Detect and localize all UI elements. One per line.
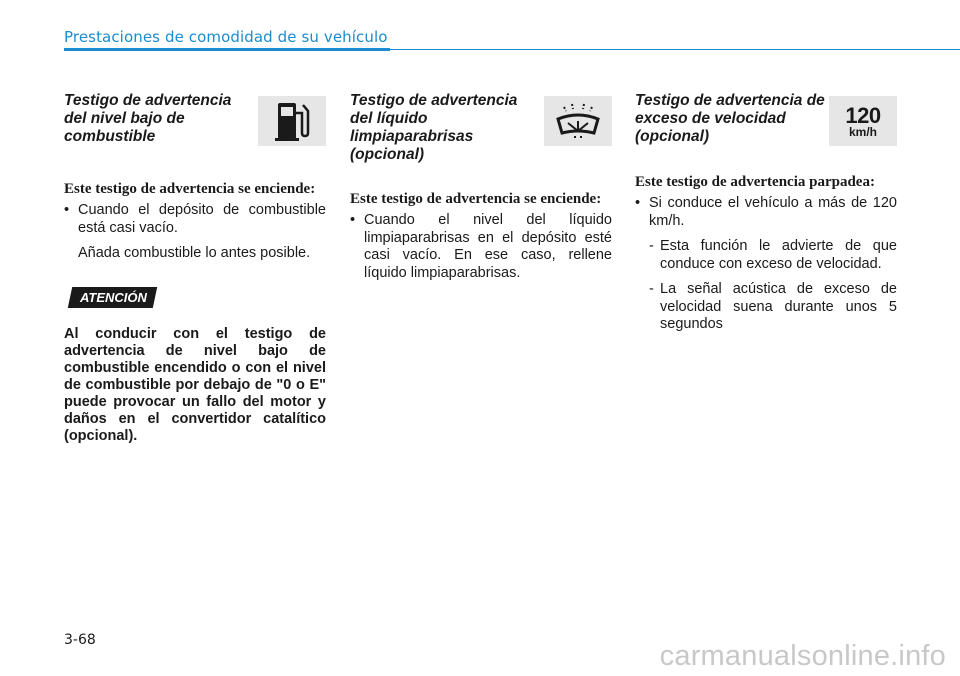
- washer-fluid-section: [350, 92, 612, 282]
- washer-fluid-heading: Testigo de advertencia del líquido limpiaparabrisas (opcional): [350, 92, 518, 163]
- notice-badge: [68, 287, 157, 308]
- page-header: [64, 28, 960, 52]
- overspeed-120-icon: [829, 96, 897, 146]
- speed-unit: km/h: [848, 124, 877, 139]
- notice-label: ATENCIÓN: [80, 289, 147, 305]
- fuel-warning-text: Al conducir con el testigo de advertencia de nivel bajo de combustible encendido o con el nivel de combustible por debajo de "0 o E" puede provocar un fallo del motor y daños en el convertidor catalítico (opcional).: [64, 325, 326, 444]
- fuel-warning-heading: Testigo de advertencia del nivel bajo de combustible: [64, 92, 232, 145]
- fuel-advice: Añada combustible lo antes posible.: [78, 245, 311, 261]
- overspeed-intro: Este testigo de advertencia parpadea:: [635, 174, 875, 190]
- overspeed-heading: Testigo de advertencia de exceso de velocidad (opcional): [635, 92, 825, 145]
- overspeed-section: [635, 92, 897, 334]
- fuel-intro: Este testigo de advertencia se enciende:: [64, 181, 316, 197]
- header-rule-thin: [390, 49, 960, 50]
- washer-bullet: • Cuando el nivel del líquido limpiaparabrisas en el depósito esté casi vacío. En ese caso, rellene líquido limpiaparabrisas.: [350, 212, 612, 282]
- speed-value: 120: [845, 102, 881, 128]
- section-title: Prestaciones de comodidad de su vehículo: [64, 28, 388, 46]
- fuel-warning-section: [64, 92, 326, 445]
- fuel-bullet: • Cuando el depósito de combustible está casi vacío.: [64, 202, 326, 237]
- fuel-pump-icon: [258, 96, 326, 146]
- page-number: 3-68: [64, 632, 96, 648]
- washer-fluid-icon: [544, 96, 612, 146]
- washer-intro: Este testigo de advertencia se enciende:: [350, 191, 602, 207]
- header-rule-thick: [64, 48, 390, 51]
- overspeed-dash-2: - La señal acústica de exceso de velocidad suena durante unos 5 segundos: [635, 281, 897, 334]
- overspeed-dash-1: - Esta función le advierte de que conduce con exceso de velocidad.: [635, 238, 897, 273]
- overspeed-bullet: • Si conduce el vehículo a más de 120 km/h.: [635, 195, 897, 230]
- watermark: carmanualsonline.info: [659, 640, 946, 672]
